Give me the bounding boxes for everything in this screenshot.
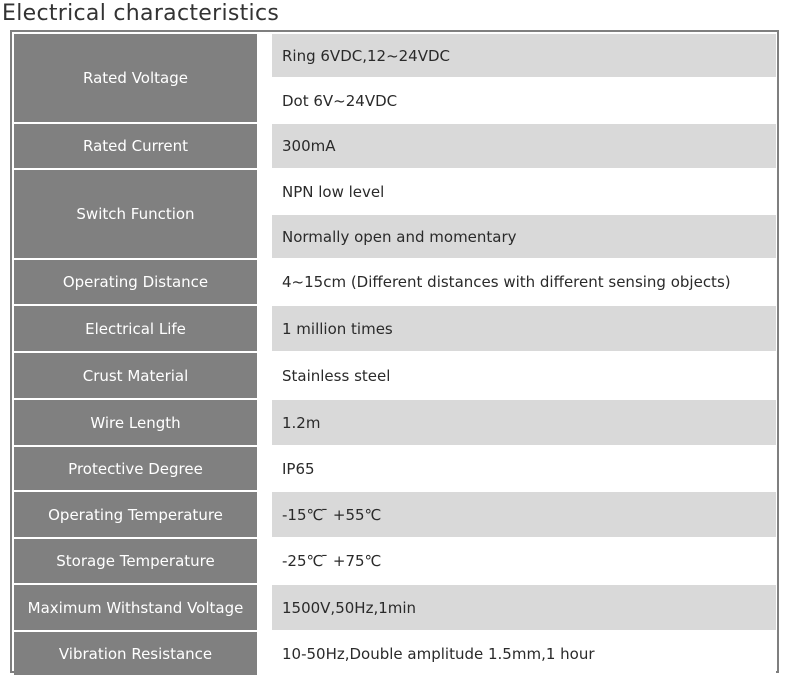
- row-value: NPN low level: [272, 169, 776, 214]
- row-value: Dot 6V~24VDC: [272, 78, 776, 123]
- table-row: [14, 34, 776, 78]
- row-label: Crust Material: [14, 352, 257, 399]
- row-value: IP65: [272, 446, 776, 491]
- row-label: Switch Function: [14, 169, 257, 259]
- row-value: 1 million times: [272, 305, 776, 352]
- table-row: [14, 123, 776, 169]
- row-label: Vibration Resistance: [14, 631, 257, 676]
- table-row: [14, 631, 776, 676]
- table-row: [14, 584, 776, 631]
- table-row: [14, 305, 776, 352]
- row-value: 10-50Hz,Double amplitude 1.5mm,1 hour: [272, 631, 776, 676]
- row-label: Operating Temperature: [14, 491, 257, 538]
- section-title: Electrical characteristics: [2, 1, 280, 26]
- row-value: 4~15cm (Different distances with different sensing objects): [272, 259, 776, 305]
- table-row: [14, 446, 776, 491]
- row-label: Wire Length: [14, 399, 257, 446]
- table-row: [14, 169, 776, 214]
- row-value: Stainless steel: [272, 352, 776, 399]
- row-value: Normally open and momentary: [272, 214, 776, 259]
- row-label: Electrical Life: [14, 305, 257, 352]
- table-row: [14, 491, 776, 538]
- row-label: Rated Current: [14, 123, 257, 169]
- row-label: Storage Temperature: [14, 538, 257, 584]
- table-row: [14, 259, 776, 305]
- row-label: Rated Voltage: [14, 34, 257, 123]
- row-label: Protective Degree: [14, 446, 257, 491]
- table-row: [14, 352, 776, 399]
- electrical-characteristics-table: [14, 34, 776, 677]
- row-value: -25℃ ̄ +75℃: [272, 538, 776, 584]
- row-value: -15℃ ̄ +55℃: [272, 491, 776, 538]
- row-label: Operating Distance: [14, 259, 257, 305]
- table-row: [14, 399, 776, 446]
- table-row: [14, 538, 776, 584]
- row-value: 300mA: [272, 123, 776, 169]
- row-label: Maximum Withstand Voltage: [27, 598, 244, 617]
- row-value: 1500V,50Hz,1min: [272, 584, 776, 631]
- row-value: 1.2m: [272, 399, 776, 446]
- row-value: Ring 6VDC,12~24VDC: [272, 34, 776, 78]
